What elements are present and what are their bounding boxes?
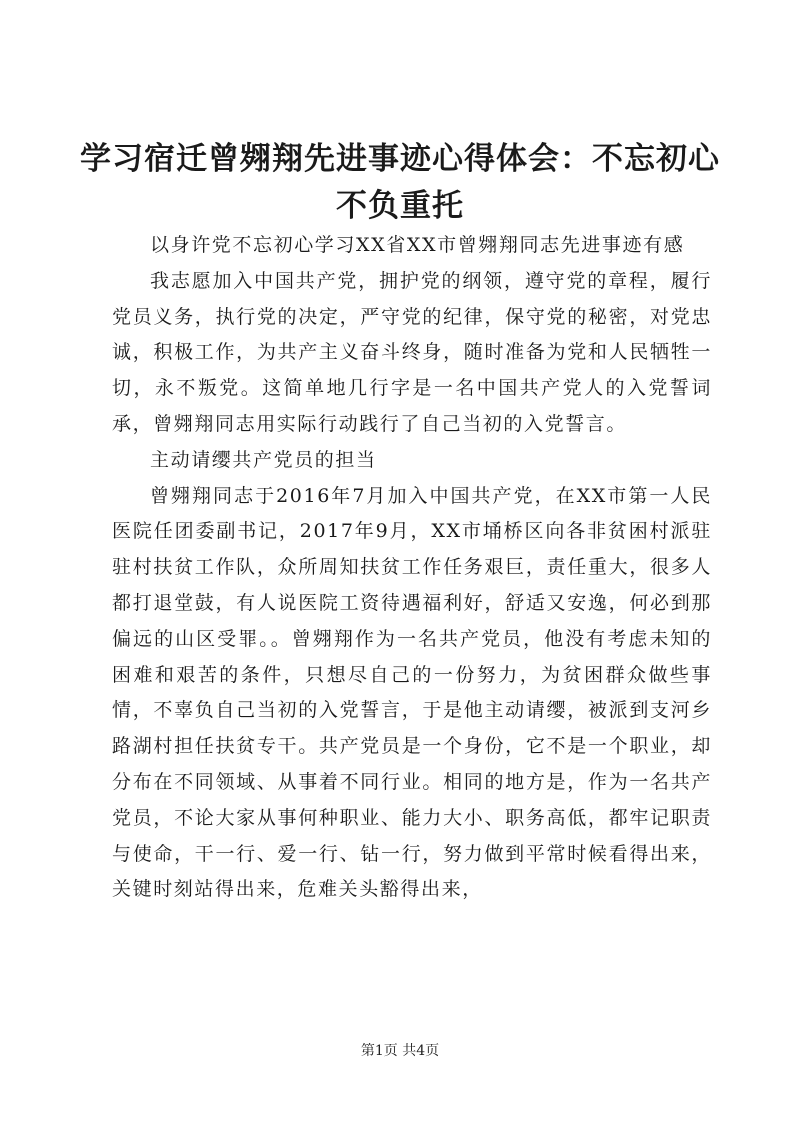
page-number-footer: 第1页 共4页	[360, 1043, 440, 1059]
document-title-line-1: 学习宿迁曾翙翔先进事迹心得体会：不忘初心	[80, 141, 720, 177]
oath-paragraph: 我志愿加入中国共产党，拥护党的纲领，遵守党的章程，履行党员义务，执行党的决定，严守党的纪律，保守党的秘密，对党忠诚，积极工作，为共产主义奋斗终身，随时准备为党和人民牺牲一切，永不叛党。这简单地几行字是一名中国共产党人的入党誓词承，曾翙翔同志用实际行动践行了自己当初的入党誓言。	[112, 269, 712, 435]
document-body	[112, 228, 712, 908]
section-heading: 主动请缨共产党员的担当	[150, 448, 377, 471]
document-title-line-2: 不负重托	[336, 188, 464, 224]
story-paragraph: 曾翙翔同志于2016年7月加入中国共产党，在XX市第一人民医院任团委副书记，2017年9月，XX市埇桥区向各非贫困村派驻驻村扶贫工作队，众所周知扶贫工作任务艰巨，责任重大，很多人都打退堂鼓，有人说医院工资待遇福利好，舒适又安逸，何必到那偏远的山区受罪。。曾翙翔作为一名共产党员，他没有考虑未知的困难和艰苦的条件，只想尽自己的一份努力，为贫困群众做些事情，不辜负自己当初的入党誓言，于是他主动请缨，被派到支河乡路湖村担任扶贫专干。共产党员是一个身份，它不是一个职业，却分布在不同领域、从事着不同行业。相同的地方是，作为一名共产党员，不论大家从事何种职业、能力大小、职务高低，都牢记职责与使命，干一行、爱一行、钻一行，努力做到平常时候看得出来，关键时刻站得出来，危难关头豁得出来，	[112, 484, 712, 901]
subtitle-paragraph: 以身许党不忘初心学习XX省XX市曾翙翔同志先进事迹有感	[150, 234, 685, 256]
